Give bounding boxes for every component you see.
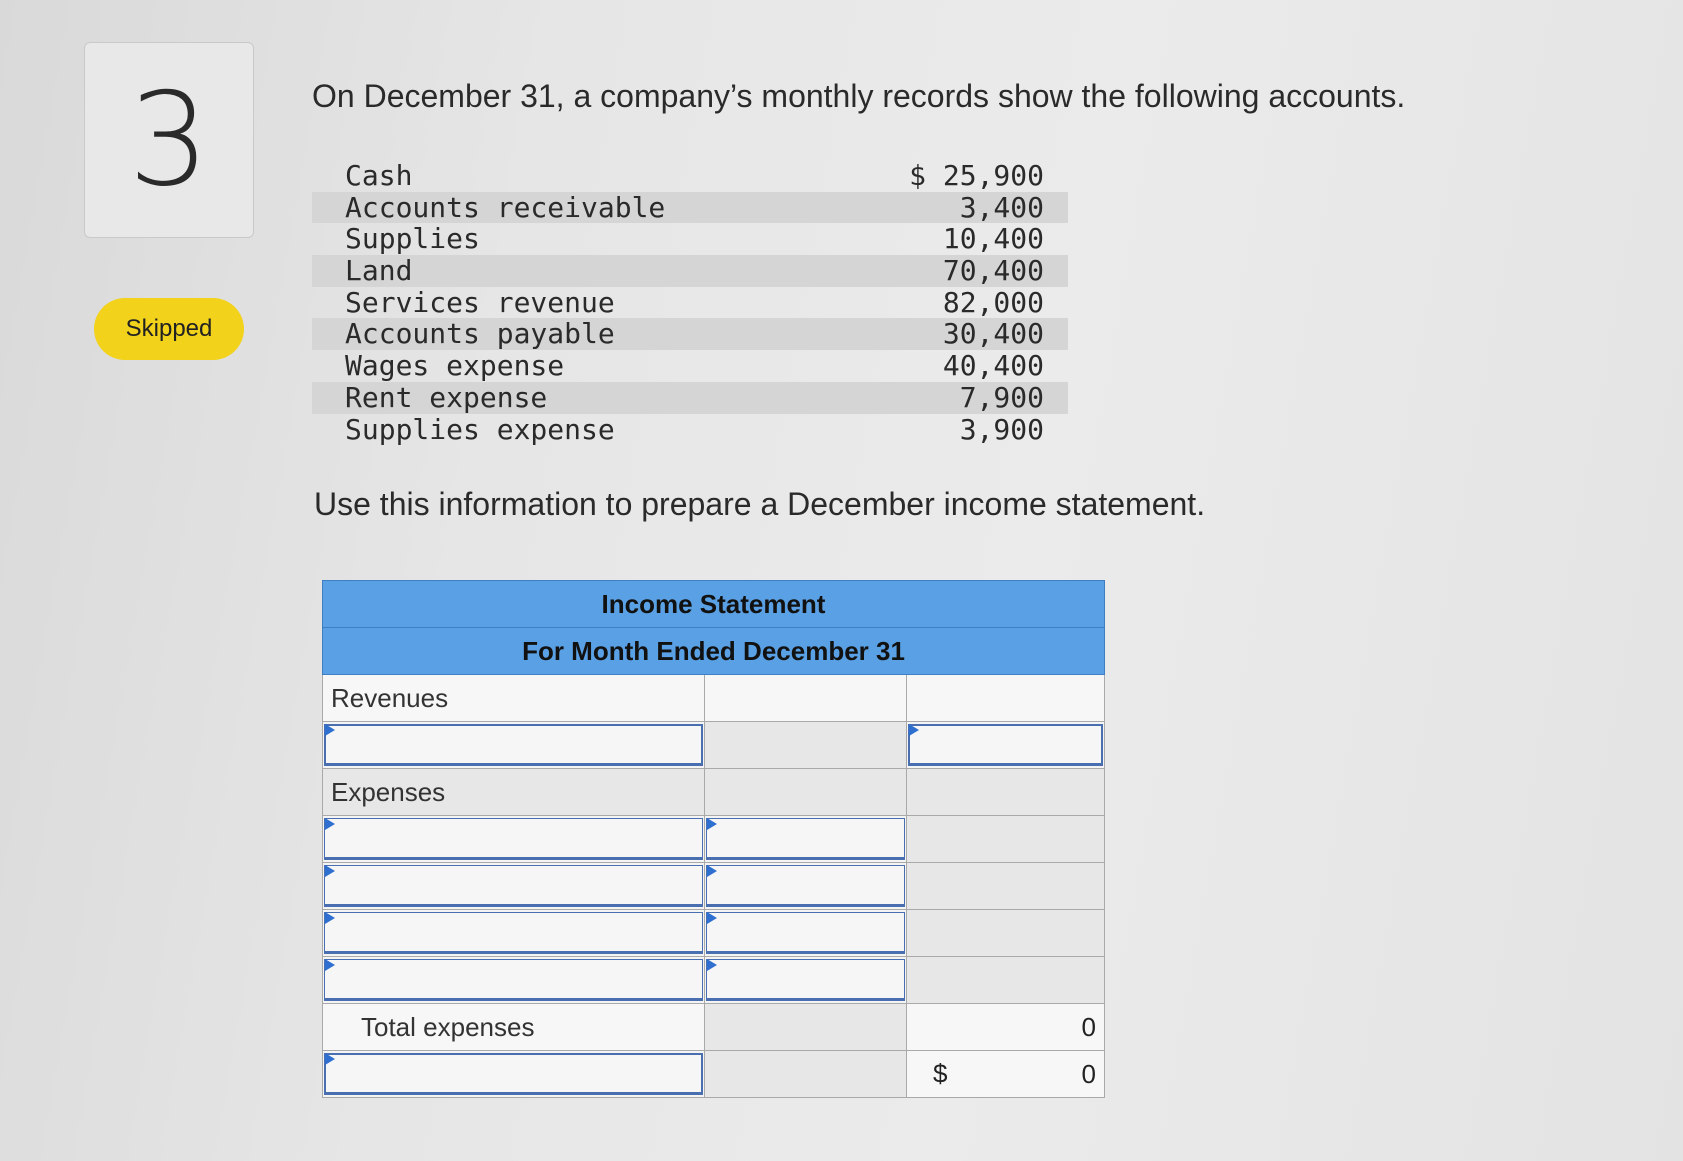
account-row: [312, 223, 1068, 255]
account-amount: 30,400: [942, 317, 1044, 351]
empty-cell: [907, 769, 1105, 816]
total-expenses-value: 0: [907, 1004, 1105, 1051]
input-box[interactable]: [706, 912, 905, 954]
empty-cell: [907, 816, 1105, 863]
question-instruction: Use this information to prepare a December income statement.: [314, 486, 1206, 522]
input-box[interactable]: [706, 818, 905, 860]
income-statement-table: [322, 580, 1105, 1098]
account-row: [312, 160, 1068, 192]
currency-symbol: $: [933, 1058, 948, 1089]
dropdown-marker-icon: [325, 865, 335, 877]
expenses-label: Expenses: [323, 769, 705, 816]
expense-amount-input-4[interactable]: [705, 957, 907, 1004]
dropdown-marker-icon: [325, 724, 335, 736]
account-name: Land: [345, 254, 413, 288]
empty-cell: [907, 957, 1105, 1004]
empty-cell: [705, 675, 907, 722]
expense-account-dropdown-3[interactable]: [323, 910, 705, 957]
empty-cell: [705, 1004, 907, 1051]
account-name: Cash: [345, 159, 413, 192]
question-number: 3: [84, 42, 254, 238]
input-box[interactable]: [324, 865, 703, 907]
revenue-amount-input[interactable]: [907, 722, 1105, 769]
account-name: Supplies: [345, 222, 480, 256]
expense-amount-input-2[interactable]: [705, 863, 907, 910]
dropdown-marker-icon: [325, 1053, 335, 1065]
question-prompt: On December 31, a company’s monthly records show the following accounts.: [312, 78, 1406, 114]
account-row: [312, 414, 1068, 446]
input-box[interactable]: [324, 912, 703, 954]
input-marker-icon: [707, 865, 717, 877]
input-marker-icon: [909, 724, 919, 736]
account-row: [312, 318, 1068, 350]
account-amount: $ 25,900: [909, 159, 1044, 192]
statement-title: Income Statement: [323, 581, 1105, 628]
account-amount: 3,900: [959, 412, 1044, 446]
account-amount: 3,400: [959, 190, 1044, 224]
account-row: [312, 350, 1068, 382]
empty-cell: [907, 910, 1105, 957]
input-box[interactable]: [324, 959, 703, 1001]
input-box[interactable]: [706, 865, 905, 907]
skipped-status-badge: Skipped: [94, 298, 244, 360]
statement-period: For Month Ended December 31: [323, 628, 1105, 675]
account-row: [312, 255, 1068, 287]
net-income-value: 0: [1081, 1058, 1096, 1089]
dropdown-marker-icon: [325, 912, 335, 924]
account-row: [312, 382, 1068, 414]
expense-amount-input-3[interactable]: [705, 910, 907, 957]
account-amount: 70,400: [942, 254, 1044, 288]
input-marker-icon: [707, 959, 717, 971]
expense-account-dropdown-1[interactable]: [323, 816, 705, 863]
net-income-label-dropdown[interactable]: [323, 1051, 705, 1098]
account-row: [312, 192, 1068, 224]
expense-amount-input-1[interactable]: [705, 816, 907, 863]
net-income-cell: [907, 1051, 1105, 1098]
input-box[interactable]: [324, 1053, 703, 1095]
dropdown-marker-icon: [325, 818, 335, 830]
empty-cell: [705, 722, 907, 769]
empty-cell: [907, 863, 1105, 910]
empty-cell: [705, 1051, 907, 1098]
revenue-account-dropdown[interactable]: [323, 722, 705, 769]
input-box[interactable]: [908, 724, 1103, 766]
dropdown-marker-icon: [325, 959, 335, 971]
account-amount: 82,000: [942, 285, 1044, 319]
account-name: Rent expense: [345, 380, 548, 414]
account-name: Supplies expense: [345, 412, 615, 446]
input-marker-icon: [707, 912, 717, 924]
input-box[interactable]: [706, 959, 905, 1001]
account-amount: 7,900: [959, 380, 1044, 414]
empty-cell: [705, 769, 907, 816]
account-name: Services revenue: [345, 285, 615, 319]
account-amount: 40,400: [942, 349, 1044, 383]
expense-account-dropdown-2[interactable]: [323, 863, 705, 910]
account-row: [312, 287, 1068, 319]
account-amount: 10,400: [942, 222, 1044, 256]
revenues-label: Revenues: [323, 675, 705, 722]
input-box[interactable]: [324, 818, 703, 860]
input-box[interactable]: [324, 724, 703, 766]
input-marker-icon: [707, 818, 717, 830]
account-name: Accounts receivable: [345, 190, 666, 224]
expense-account-dropdown-4[interactable]: [323, 957, 705, 1004]
accounts-list: [312, 160, 1068, 445]
total-expenses-label: Total expenses: [323, 1004, 705, 1051]
account-name: Wages expense: [345, 349, 565, 383]
account-name: Accounts payable: [345, 317, 615, 351]
empty-cell: [907, 675, 1105, 722]
